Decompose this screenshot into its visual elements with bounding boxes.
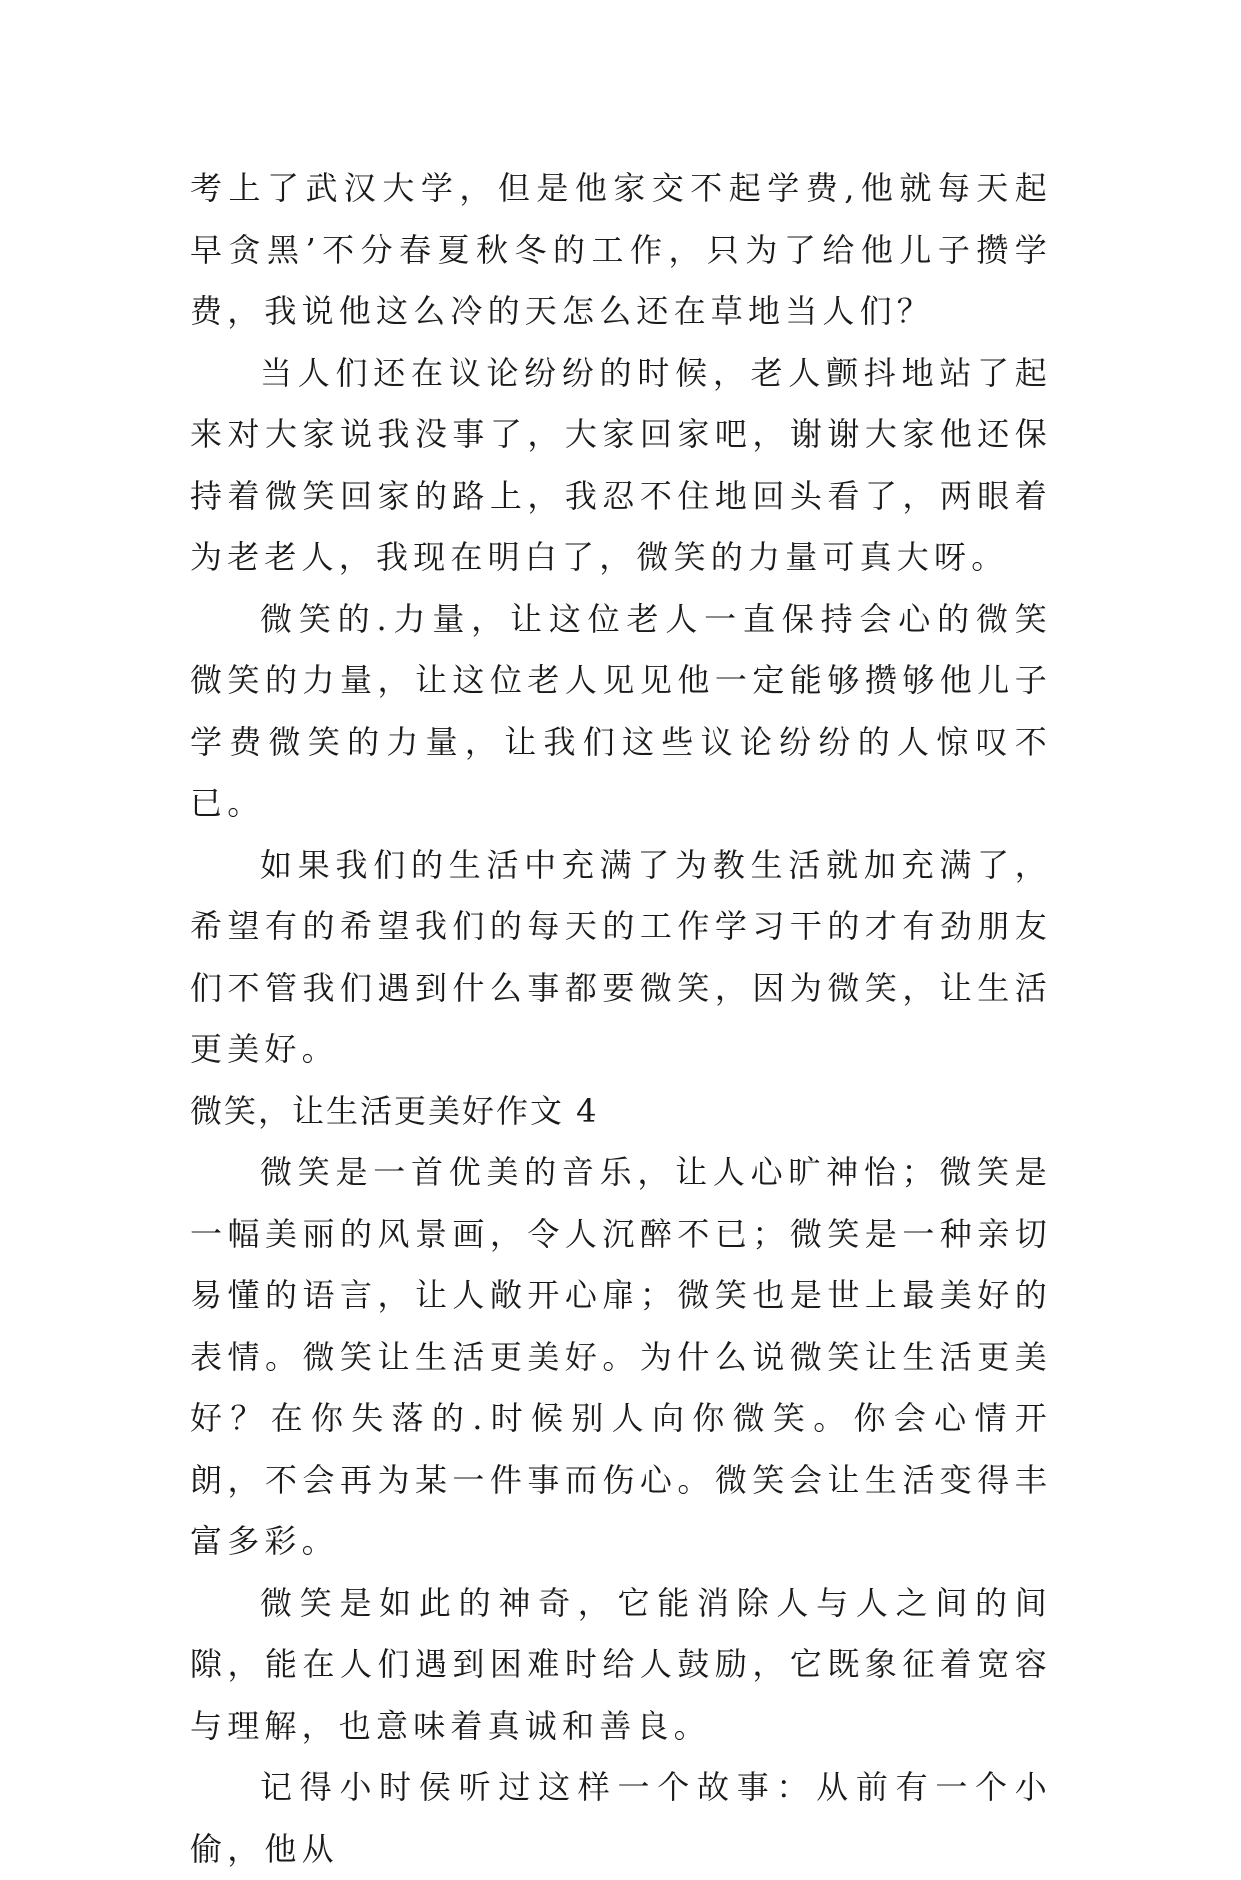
- paragraph-3: 微笑的.力量，让这位老人一直保持会心的微笑微笑的力量，让这位老人见见他一定能够攒够他儿子学费微笑的力量，让我们这些议论纷纷的人惊叹不已。: [190, 599, 1052, 822]
- paragraph-1: 考上了武汉大学，但是他家交不起学费,他就每天起早贪黑’不分春夏秋冬的工作，只为了给他儿子攒学费，我说他这么冷的天怎么还在草地当人们？: [190, 169, 1052, 330]
- body-text: [190, 158, 1052, 1880]
- section-heading: 微笑，让生活更美好作文 4: [190, 1091, 599, 1130]
- paragraph-2: 当人们还在议论纷纷的时候，老人颤抖地站了起来对大家说我没事了，大家回家吧，谢谢大家他还保持着微笑回家的路上，我忍不住地回头看了，两眼着为老老人，我现在明白了，微笑的力量可真大呀。: [190, 353, 1052, 576]
- paragraph-4: 如果我们的生活中充满了为教生活就加充满了，希望有的希望我们的每天的工作学习干的才有劲朋友们不管我们遇到什么事都要微笑，因为微笑，让生活更美好。: [190, 845, 1052, 1068]
- section-paragraph-3: 记得小时侯听过这样一个故事：从前有一个小偷，他从: [190, 1768, 1052, 1868]
- section-paragraph-2: 微笑是如此的神奇，它能消除人与人之间的间隙，能在人们遇到困难时给人鼓励，它既象征着宽容与理解，也意味着真诚和善良。: [190, 1583, 1052, 1745]
- section-paragraph-1: 微笑是一首优美的音乐，让人心旷神怡；微笑是一幅美丽的风景画，令人沉醉不已；微笑是一种亲切易懂的语言，让人敞开心扉；微笑也是世上最美好的表情。微笑让生活更美好。为什么说微笑让生活更美好？在你失落的.时候别人向你微笑。你会心情开朗，不会再为某一件事而伤心。微笑会让生活变得丰富多彩。: [190, 1153, 1052, 1560]
